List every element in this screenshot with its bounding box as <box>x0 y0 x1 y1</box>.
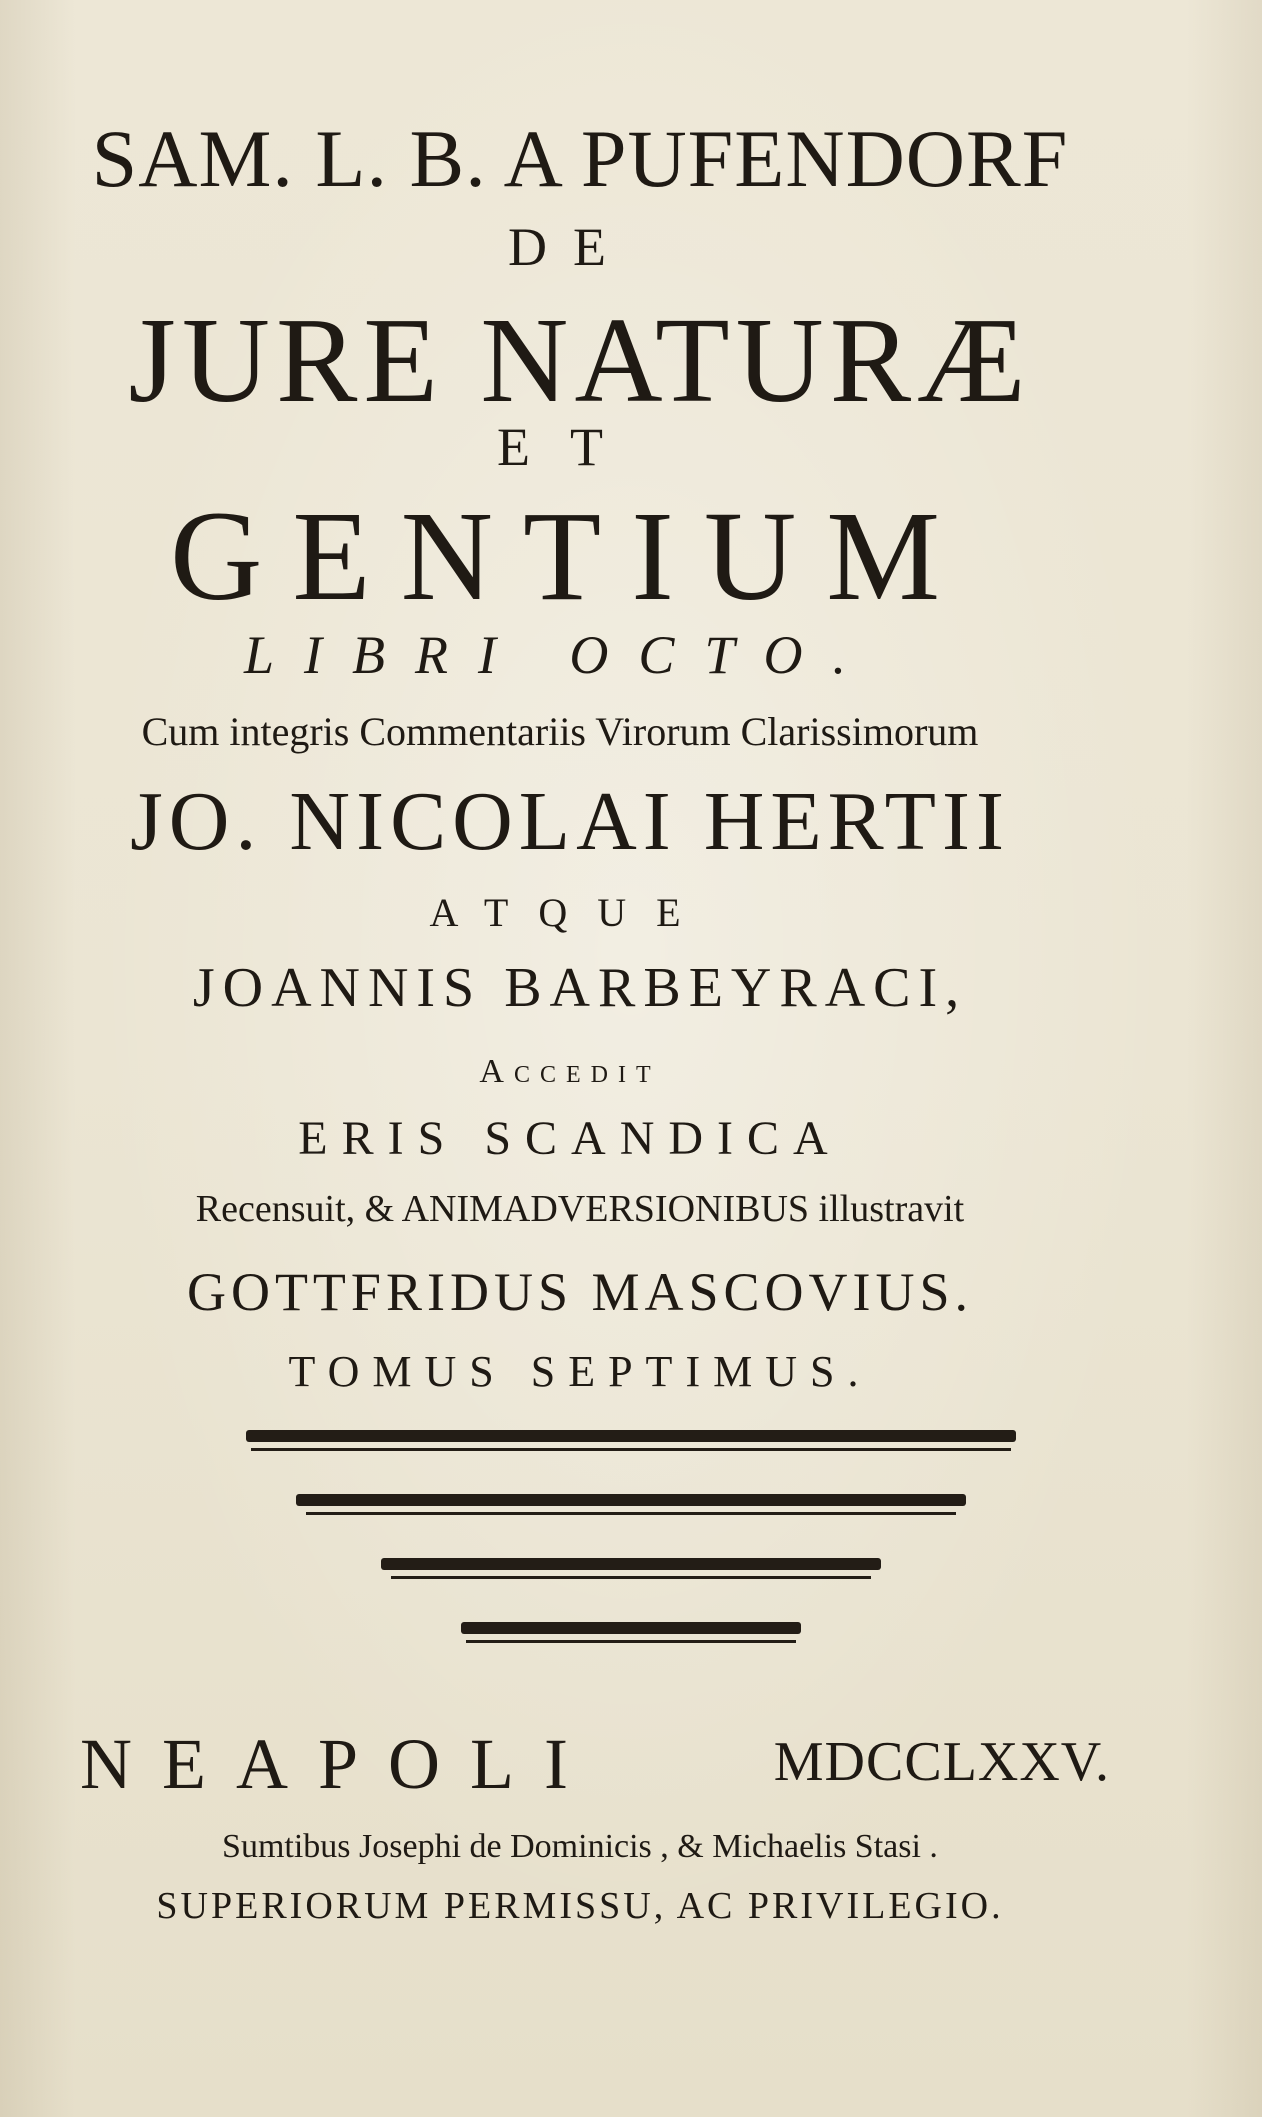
rule-thin <box>466 1640 796 1643</box>
rule-group-3 <box>0 1558 1262 1579</box>
title-et: ET <box>497 417 643 477</box>
publishers-line: Sumtibus Josephi de Dominicis , & Michaelis Stasi . <box>222 1828 938 1865</box>
rule-group-2 <box>0 1494 1262 1515</box>
rule-thick <box>246 1430 1016 1442</box>
imprint-place: NEAPOLI <box>80 1724 598 1804</box>
rule-group-1 <box>0 1430 1262 1451</box>
volume-line: TOMUS SEPTIMUS. <box>288 1347 872 1396</box>
rule-group-4 <box>0 1622 1262 1643</box>
rule-thick <box>461 1622 801 1634</box>
rule-thick <box>381 1558 881 1570</box>
books-line: LIBRI OCTO. <box>243 625 877 685</box>
editor-note: Recensuit, & ANIMADVERSIONIBUS illustravit <box>195 1188 965 1230</box>
conjunction-line: ATQUE <box>429 890 711 935</box>
title-de: DE <box>508 217 632 277</box>
supplement-line: ERIS SCANDICA <box>298 1112 842 1165</box>
rule-thick <box>296 1494 966 1506</box>
imprint-year: MDCCLXXV. <box>773 1731 1110 1793</box>
rule-thin <box>306 1512 956 1515</box>
commentator-two: JOANNIS BARBEYRACI, <box>192 957 968 1019</box>
privilege-line: SUPERIORUM PERMISSU, AC PRIVILEGIO. <box>156 1885 1004 1927</box>
commentator-one: JO. NICOLAI HERTII <box>130 775 1010 868</box>
ornamental-rules <box>0 1430 1262 1670</box>
commentary-intro: Cum integris Commentariis Virorum Clarissimorum <box>141 709 979 754</box>
accedit-line: Accedit <box>479 1053 661 1090</box>
title-second: GENTIUM <box>169 485 971 627</box>
rule-thin <box>251 1448 1011 1451</box>
rule-thin <box>391 1576 871 1579</box>
imprint-row <box>70 1724 1110 1808</box>
editor-name: GOTTFRIDUS MASCOVIUS. <box>186 1262 974 1322</box>
author-line: SAM. L. B. A PUFENDORF <box>91 113 1069 204</box>
title-main: JURE NATURÆ <box>128 293 1032 428</box>
